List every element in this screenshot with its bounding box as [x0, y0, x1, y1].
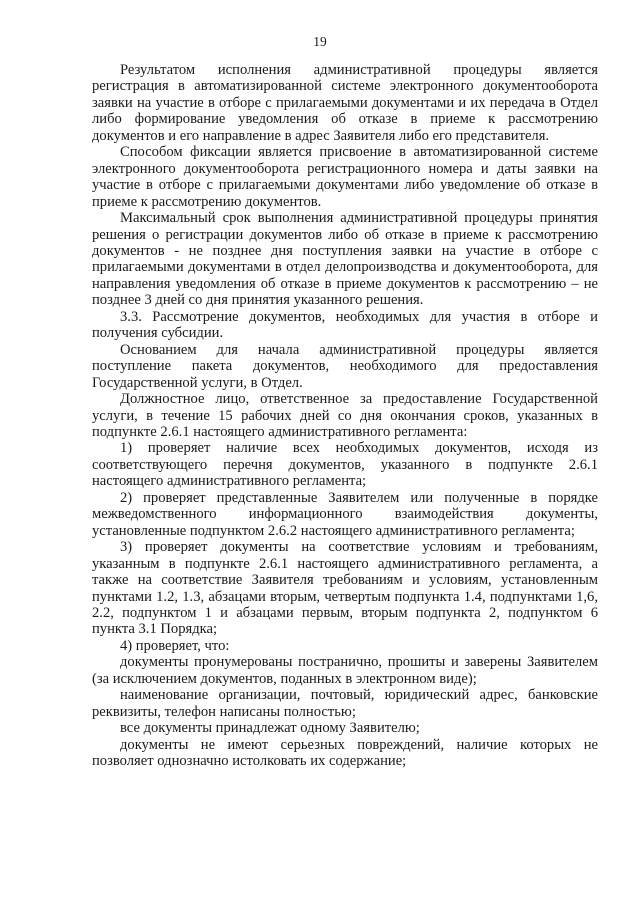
paragraph-basis: Основанием для начала административной процедуры является поступление пакета документов, необходимого для предоставления Государственной услуги, в Отдел. [92, 341, 598, 391]
page-number: 19 [313, 34, 327, 49]
paragraph-fixation-method: Способом фиксации является присвоение в автоматизированной системе электронного документооборота регистрационного номера и даты заявки на участие в отборе с прилагаемыми документами либо уведомление об отказе в приеме к рассмотрению документов. [92, 144, 598, 210]
paragraph-max-term: Максимальный срок выполнения административной процедуры принятия решения о регистрации документов либо об отказе в приеме к рассмотрению документов - не позднее дня поступления заявки на участие в отборе с прилагаемыми документами в отдел делопроизводства и документооборота, для направления уведомления об отказе в приеме документов к рассмотрению – не позднее 3 дней со дня принятия указанного решения. [92, 210, 598, 309]
paragraph-responsible-official: Должностное лицо, ответственное за предоставление Государственной услуги, в течение 15 рабочих дней со дня окончания сроков, указанных в подпункте 2.6.1 настоящего административного регламента: [92, 391, 598, 440]
section-heading-3-3: 3.3. Рассмотрение документов, необходимых для участия в отборе и получения субсидии. [92, 308, 598, 342]
list-item-3: 3) проверяет документы на соответствие условиям и требованиям, указанным в подпункте 2.6.1 настоящего административного регламента, а также на соответствие Заявителя требованиям и условиям, установленным пунктами 1.2, 1.3, абзацами вторым, четвертым подпункта 1.4, подпунктами 1,6, 2.2, подпунктом 1 и абзацами первым, вторым подпункта 2, подпунктом 6 пункта 3.1 Порядка; [92, 539, 598, 638]
sub-item-requisites: наименование организации, почтовый, юридический адрес, банковские реквизиты, телефон написаны полностью; [92, 687, 598, 720]
sub-item-single-applicant: все документы принадлежат одному Заявителю; [120, 720, 420, 737]
list-item-1: 1) проверяет наличие всех необходимых документов, исходя из соответствующего перечня документов, указанного в подпункте 2.6.1 настоящего административного регламента; [92, 440, 598, 490]
document-body [92, 62, 598, 769]
sub-item-no-damage: документы не имеют серьезных повреждений, наличие которых не позволяет однозначно истолковать их содержание; [92, 736, 598, 770]
list-item-2: 2) проверяет представленные Заявителем или полученные в порядке межведомственного информационного взаимодействия документы, установленные подпунктом 2.6.2 настоящего административного регламента; [92, 489, 598, 539]
sub-item-numbered: документы пронумерованы постранично, прошиты и заверены Заявителем (за исключением документов, поданных в электронном виде); [92, 654, 598, 687]
paragraph-result: Результатом исполнения административной процедуры является регистрация в автоматизированной системе электронного документооборота заявки на участие в отборе с прилагаемыми документами и их передача в Отдел либо формирование уведомления об отказе в приеме к рассмотрению документов и его направление в адрес Заявителя либо его представителя. [92, 62, 598, 144]
list-item-4: 4) проверяет, что: [120, 637, 230, 654]
